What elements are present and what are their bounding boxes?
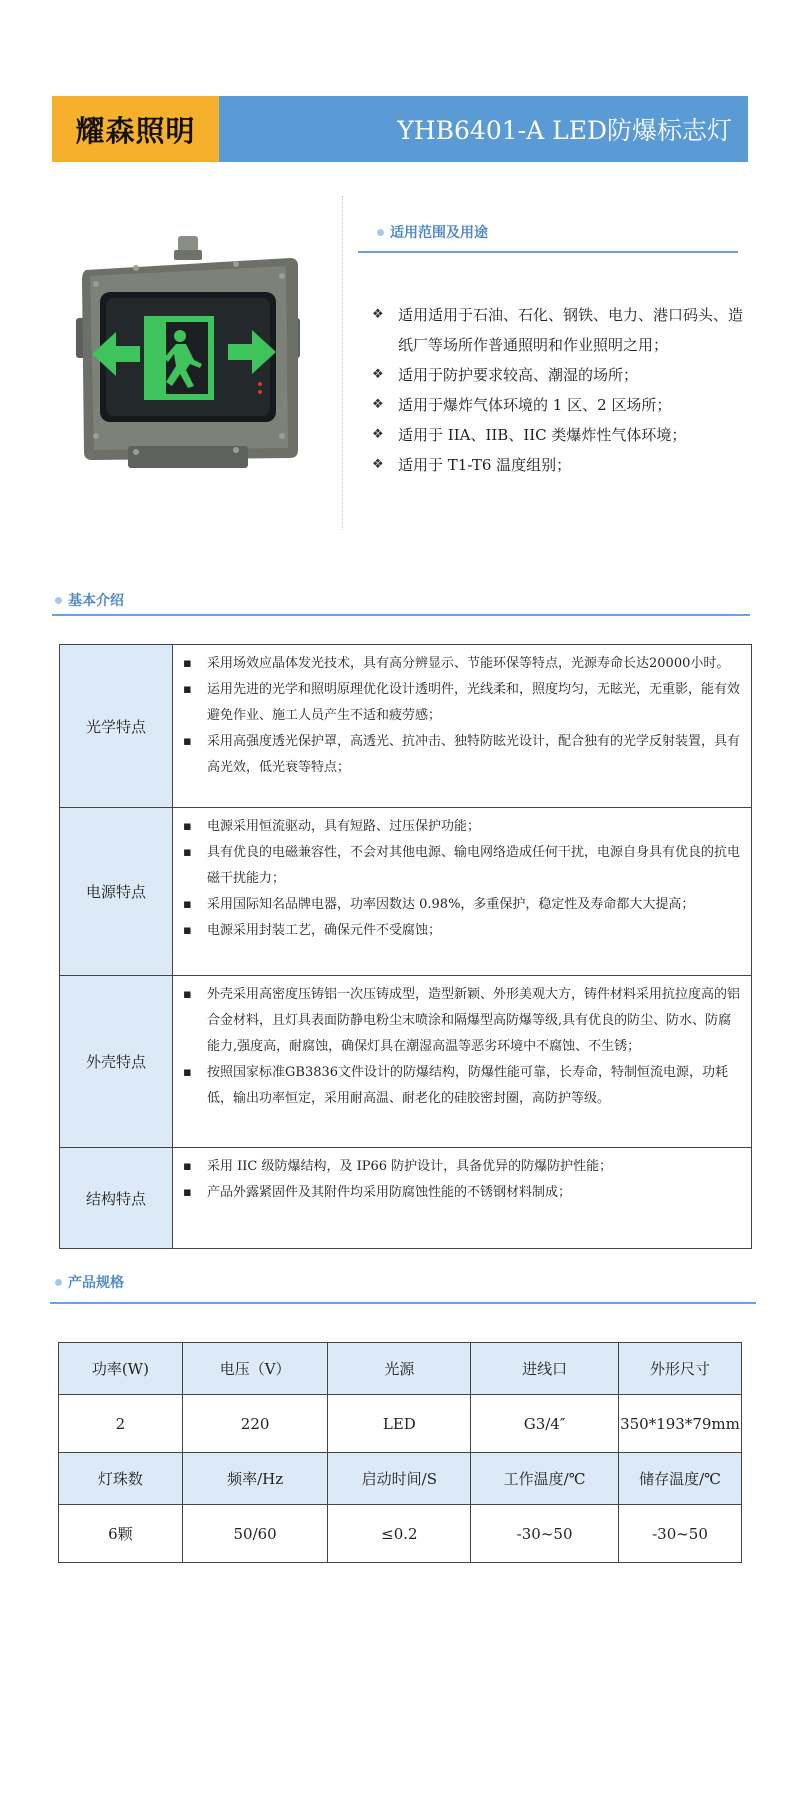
list-item: ▪ 采用场效应晶体发光技术，具有高分辨显示、节能环保等特点，光源寿命长达20000小时。 (181, 651, 743, 677)
intro-table (59, 644, 752, 1249)
row-content (173, 976, 751, 1147)
table-header-cell: 外形尺寸 (618, 1343, 741, 1395)
bullet-dot-icon (55, 1279, 62, 1286)
list-item: ▪ 电源采用恒流驱动，具有短路、过压保护功能； (181, 814, 743, 840)
list-item: ▪ 外壳采用高密度压铸铝一次压铸成型，造型新颖、外形美观大方，铸件材料采用抗拉度高的铝合金材料，且灯具表面防静电粉尘末喷涂和隔爆型高防爆等级,具有优良的防尘、防水、防腐能力,强度高，耐腐蚀，确保灯具在潮湿高温等恶劣环境中不腐蚀、不生锈； (181, 982, 743, 1060)
square-bullet-icon: ▪ (183, 987, 192, 1002)
square-bullet-icon: ▪ (183, 897, 192, 912)
table-row (60, 976, 751, 1148)
intro-heading-text: 基本介绍 (68, 593, 124, 609)
list-item: ▪ 运用先进的光学和照明原理优化设计透明件，光线柔和，照度均匀，无眩光，无重影，能有效避免作业、施工人员产生不适和疲劳感； (181, 677, 743, 729)
product-title: YHB6401-A LED防爆标志灯 (219, 96, 748, 162)
list-item: ▪ 产品外露紧固件及其附件均采用防腐蚀性能的不锈钢材料制成； (181, 1180, 743, 1206)
list-item: ▪ 采用高强度透光保护罩，高透光、抗冲击、独特防眩光设计，配合独有的光学反射装置，具有高光效，低光衰等特点； (181, 729, 743, 781)
table-row (60, 808, 751, 976)
brand-name: 耀森照明 (52, 96, 219, 162)
table-header-cell: 光源 (328, 1343, 471, 1395)
diamond-bullet-icon: ❖ (372, 427, 384, 442)
table-cell: 2 (59, 1395, 183, 1453)
intro-heading (55, 590, 124, 610)
table-cell: G3/4″ (471, 1395, 619, 1453)
table-row (59, 1395, 742, 1453)
table-header-cell: 进线口 (471, 1343, 619, 1395)
spec-table (58, 1342, 742, 1563)
table-row (59, 1505, 742, 1563)
row-label: 外壳特点 (60, 976, 173, 1147)
list-item: ❖ 适用适用于石油、石化、钢铁、电力、港口码头、造纸厂等场所作普通照明和作业照明之用； (372, 300, 752, 360)
row-label: 光学特点 (60, 645, 173, 807)
row-label: 结构特点 (60, 1148, 173, 1248)
table-cell: 350*193*79mm (618, 1395, 741, 1453)
bullet-dot-icon (377, 229, 384, 236)
table-cell: -30~50 (471, 1505, 619, 1563)
table-cell: 220 (182, 1395, 328, 1453)
product-image (76, 236, 306, 498)
table-cell: 6颗 (59, 1505, 183, 1563)
list-item: ❖ 适用于 IIA、IIB、IIC 类爆炸性气体环境； (372, 420, 752, 450)
square-bullet-icon: ▪ (183, 1159, 192, 1174)
specs-heading-underline (50, 1302, 756, 1304)
list-item: ❖ 适用于爆炸气体环境的 1 区、2 区场所； (372, 390, 752, 420)
table-cell: LED (328, 1395, 471, 1453)
scope-list (372, 300, 752, 480)
scope-heading (377, 222, 488, 242)
bullet-dot-icon (55, 597, 62, 604)
square-bullet-icon: ▪ (183, 923, 192, 938)
table-cell: 50/60 (182, 1505, 328, 1563)
table-header-cell: 电压（V） (182, 1343, 328, 1395)
list-item: ▪ 具有优良的电磁兼容性，不会对其他电源、输电网络造成任何干扰，电源自身具有优良的抗电磁干扰能力； (181, 840, 743, 892)
square-bullet-icon: ▪ (183, 734, 192, 749)
specs-heading (55, 1272, 124, 1292)
vertical-divider (342, 196, 343, 530)
specs-heading-text: 产品规格 (68, 1275, 124, 1291)
scope-heading-text: 适用范围及用途 (390, 225, 488, 241)
table-row (60, 1148, 751, 1248)
header-banner (52, 96, 748, 162)
square-bullet-icon: ▪ (183, 656, 192, 671)
table-header-cell: 灯珠数 (59, 1453, 183, 1505)
table-header-cell: 频率/Hz (182, 1453, 328, 1505)
square-bullet-icon: ▪ (183, 1065, 192, 1080)
list-item: ❖ 适用于防护要求较高、潮湿的场所； (372, 360, 752, 390)
table-header-cell: 启动时间/S (328, 1453, 471, 1505)
diamond-bullet-icon: ❖ (372, 367, 384, 382)
list-item: ▪ 采用国际知名品牌电器，功率因数达 0.98%，多重保护，稳定性及寿命都大大提高； (181, 892, 743, 918)
table-header-cell: 功率(W) (59, 1343, 183, 1395)
table-row (60, 645, 751, 808)
list-item: ▪ 采用 IIC 级防爆结构，及 IP66 防护设计，具备优异的防爆防护性能； (181, 1154, 743, 1180)
diamond-bullet-icon: ❖ (372, 457, 384, 472)
table-cell: -30~50 (618, 1505, 741, 1563)
row-content (173, 1148, 751, 1248)
row-label: 电源特点 (60, 808, 173, 975)
square-bullet-icon: ▪ (183, 845, 192, 860)
table-header-row (59, 1453, 742, 1505)
diamond-bullet-icon: ❖ (372, 397, 384, 412)
square-bullet-icon: ▪ (183, 1185, 192, 1200)
table-header-row (59, 1343, 742, 1395)
list-item: ❖ 适用于 T1-T6 温度组别； (372, 450, 752, 480)
square-bullet-icon: ▪ (183, 682, 192, 697)
table-header-cell: 储存温度/℃ (618, 1453, 741, 1505)
list-item: ▪ 按照国家标准GB3836文件设计的防爆结构，防爆性能可靠，长寿命，特制恒流电源，功耗低，输出功率恒定，采用耐高温、耐老化的硅胶密封圈，高防护等级。 (181, 1060, 743, 1112)
table-header-cell: 工作温度/℃ (471, 1453, 619, 1505)
intro-heading-underline (52, 614, 750, 616)
list-item: ▪ 电源采用封装工艺，确保元件不受腐蚀； (181, 918, 743, 944)
row-content (173, 645, 751, 807)
diamond-bullet-icon: ❖ (372, 307, 384, 322)
row-content (173, 808, 751, 975)
table-cell: ≤0.2 (328, 1505, 471, 1563)
square-bullet-icon: ▪ (183, 819, 192, 834)
scope-heading-underline (358, 251, 738, 253)
